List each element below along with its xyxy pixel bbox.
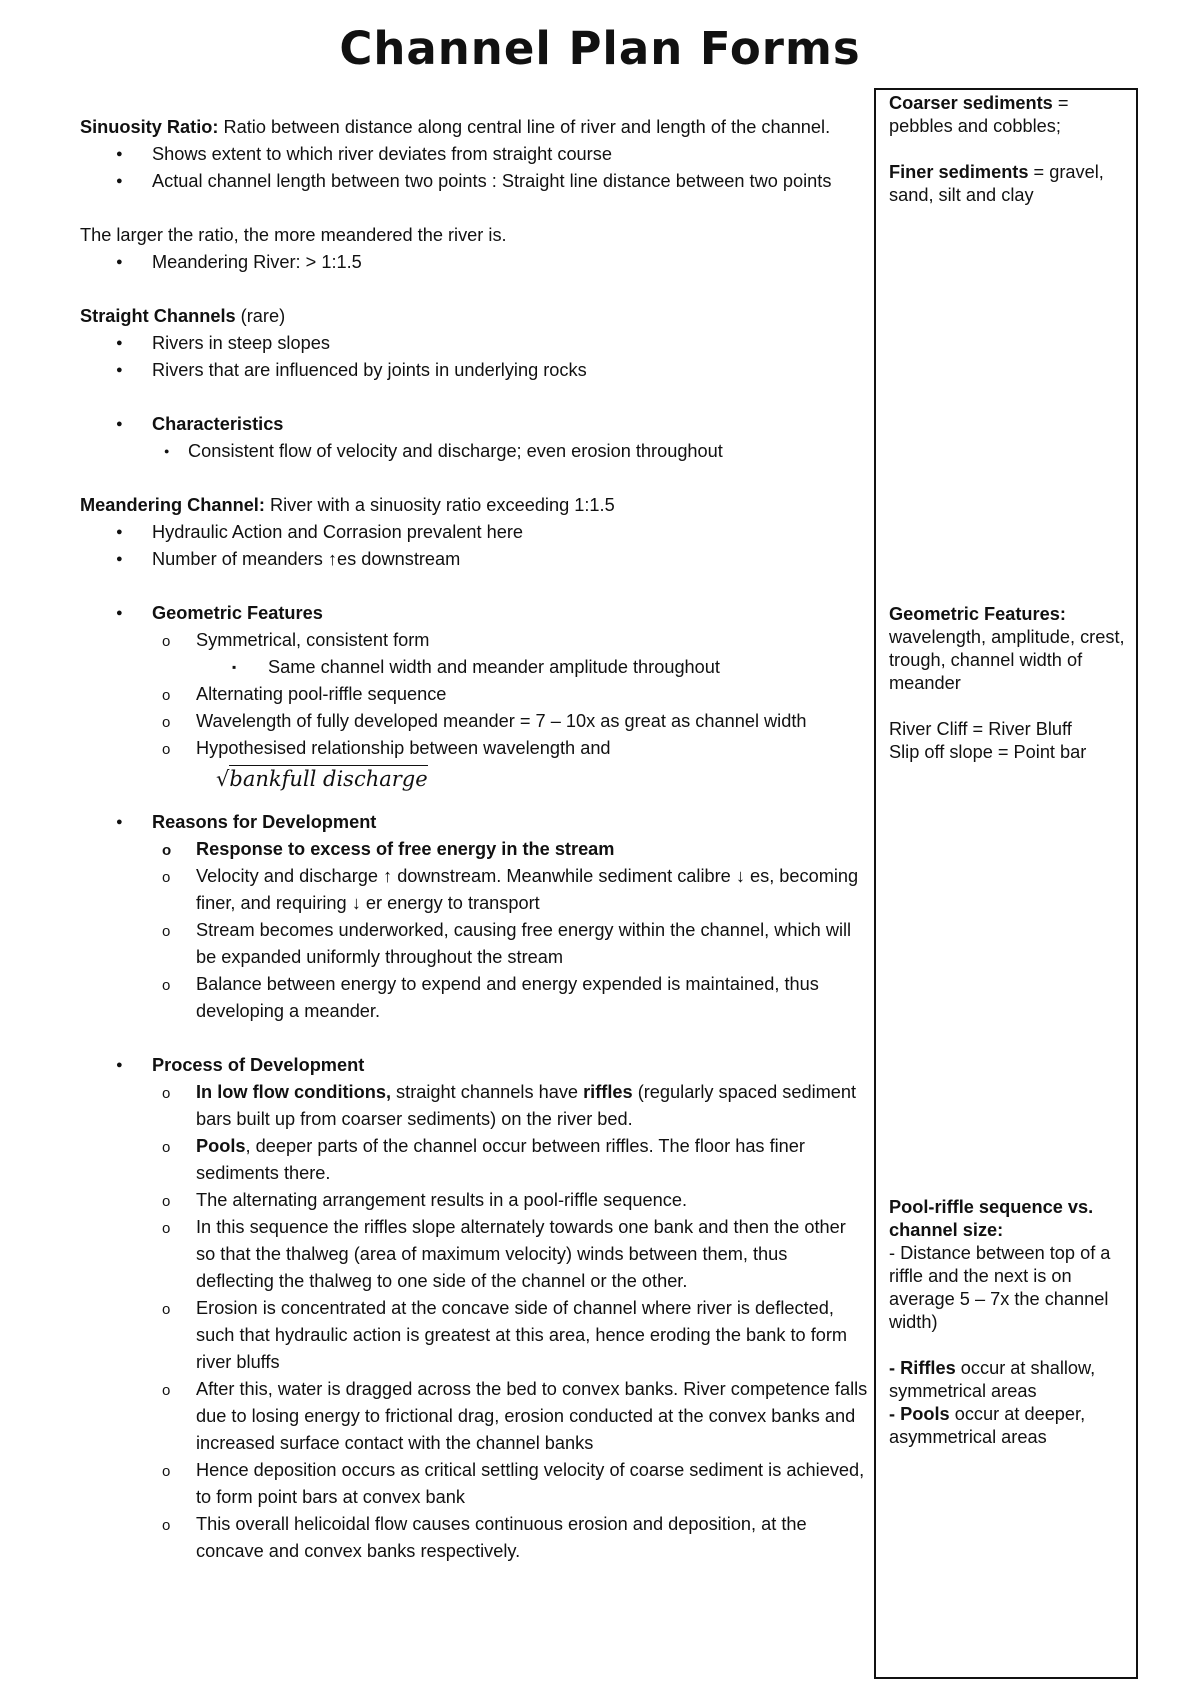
meandering-sections [80,600,870,1565]
list-item: o Balance between energy to expend and energy expended is maintained, thus developing a meander. [152,971,870,1025]
list-item: o In low flow conditions, straight channels have riffles (regularly spaced sediment bars built up from coarser sediments) on the river bed. [152,1079,870,1133]
sediments-note: Coarser sediments = pebbles and cobbles; Finer sediments = gravel, sand, silt and clay [889,93,1104,205]
list-item: ● Hydraulic Action and Corrasion prevalent here [80,519,870,546]
main-content [80,114,870,1565]
characteristics-list [80,411,870,465]
list-item: o Stream becomes underworked, causing free energy within the channel, which will be expanded uniformly throughout the stream [152,917,870,971]
list-item: ▪ Same channel width and meander amplitude throughout [196,654,870,681]
geometric-features-note: Geometric Features: wavelength, amplitude, crest, trough, channel width of meander River Cliff = River Bluff Slip off slope = Point bar [889,604,1125,762]
list-item: o Erosion is concentrated at the concave side of channel where river is deflected, such that hydraulic action is greatest at this area, hence eroding the bank to form river bluffs [152,1295,870,1376]
larger-ratio-text: The larger the ratio, the more meandered the river is. [80,225,507,245]
bankfull-formula: √bankfull discharge [216,767,428,791]
list-item [80,1052,870,1565]
list-item: o Symmetrical, consistent form ▪ Same channel width and meander amplitude throughout [152,627,870,681]
list-item: o Alternating pool-riffle sequence [152,681,870,708]
list-item: ● Number of meanders ↑es downstream [80,546,870,573]
list-item: ● Meandering River: > 1:1.5 [80,249,870,276]
page-title: Channel Plan Forms [339,22,861,75]
characteristics-label: Characteristics [152,414,284,434]
list-item: o Velocity and discharge ↑ downstream. Meanwhile sediment calibre ↓ es, becoming finer, and requiring ↓ er energy to transport [152,863,870,917]
list-item: o After this, water is dragged across the bed to convex banks. River competence falls due to losing energy to frictional drag, erosion conducted at the convex banks and increased surface contact with the channel banks [152,1376,870,1457]
list-item: o Pools, deeper parts of the channel occur between riffles. The floor has finer sediments there. [152,1133,870,1187]
list-item: o This overall helicoidal flow causes continuous erosion and deposition, at the concave and convex banks respectively. [152,1511,870,1565]
ratio-list [80,249,870,276]
sinuosity-list [80,141,870,195]
list-item: ● Consistent flow of velocity and discharge; even erosion throughout [152,438,870,465]
list-item: o Hence deposition occurs as critical settling velocity of coarse sediment is achieved, to form point bars at convex bank [152,1457,870,1511]
list-item: o Response to excess of free energy in the stream [152,836,870,863]
list-item [80,809,870,1052]
list-item: o Hypothesised relationship between wavelength and √bankfull discharge [152,735,870,796]
list-item: ● Shows extent to which river deviates from straight course [80,141,870,168]
list-item: o In this sequence the riffles slope alternately towards one bank and then the other so that the thalweg (area of maximum velocity) winds between them, thus deflecting the thalweg to one side of the channel or the other. [152,1214,870,1295]
reasons-label: Reasons for Development [152,812,377,832]
meandering-heading: Meandering Channel: River with a sinuosity ratio exceeding 1:1.5 [80,495,615,515]
sinuosity-label: Sinuosity Ratio: [80,117,219,137]
list-item: ● Rivers that are influenced by joints in underlying rocks [80,357,870,384]
list-item: o The alternating arrangement results in a pool-riffle sequence. [152,1187,870,1214]
process-label: Process of Development [152,1055,365,1075]
list-item [80,600,870,809]
straight-list [80,330,870,384]
list-item [80,411,870,465]
pool-riffle-note: Pool-riffle sequence vs. channel size: - Distance between top of a riffle and the next is on average 5 – 7x the channel width) - Riffles occur at shallow, symmetrical areas - Pools occur at deeper, asymmetrical areas [889,1197,1111,1447]
straight-heading: Straight Channels (rare) [80,306,286,326]
list-item: ● Rivers in steep slopes [80,330,870,357]
list-item: ● Actual channel length between two points : Straight line distance between two points [80,168,870,195]
meandering-list [80,519,870,573]
sidebar-notes-box [874,88,1138,1679]
sinuosity-definition: Sinuosity Ratio: Ratio between distance along central line of river and length of the channel. [80,117,831,137]
geometric-features-label: Geometric Features [152,603,323,623]
list-item: o Wavelength of fully developed meander = 7 – 10x as great as channel width [152,708,870,735]
